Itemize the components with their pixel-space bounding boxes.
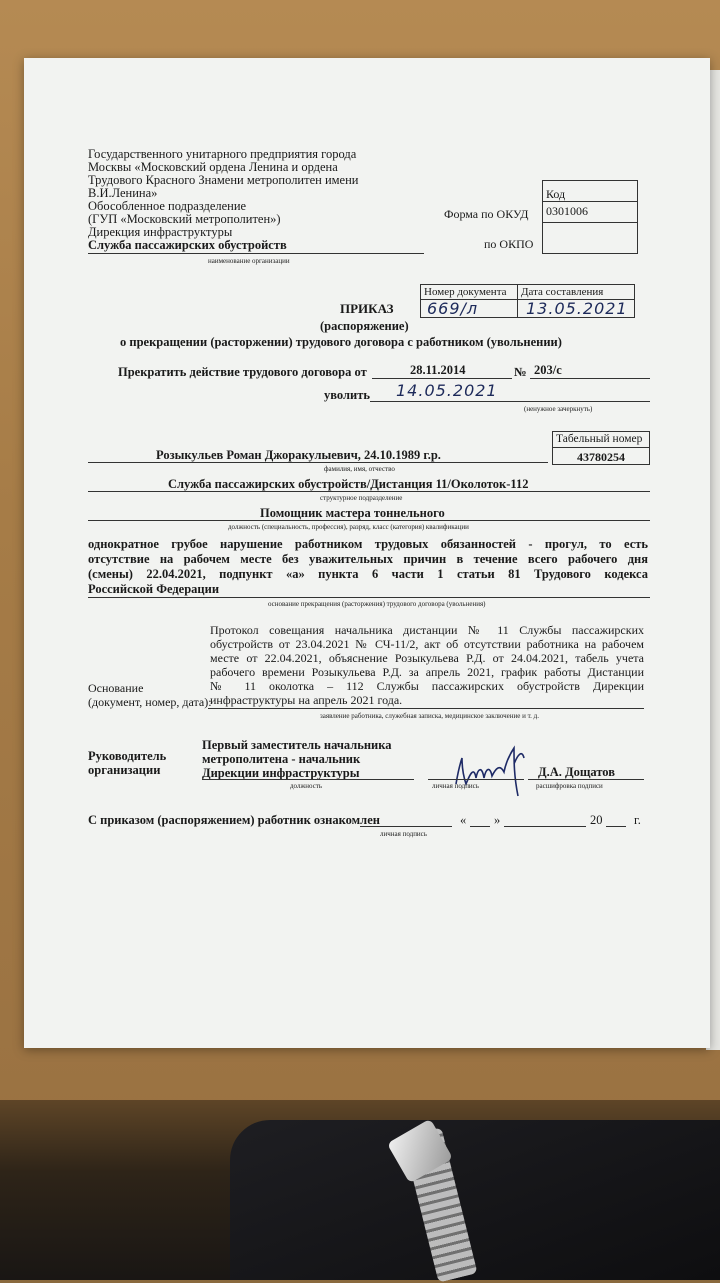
basis-line-2: обустройств от 23.04.2021 № СЧ-11/2, акт об отсутствии работника на рабочем: [210, 637, 644, 651]
employee-name: Розыкульев Роман Джоракулыевич, 24.10.1989 г.р.: [156, 448, 441, 462]
reason-line: [88, 597, 650, 598]
head-position-caption: должность: [290, 782, 323, 790]
reason-line-4: Российской Федерации: [88, 582, 220, 596]
order-document: [24, 58, 710, 1048]
acquaint-quote-close: »: [494, 813, 501, 827]
dismiss-date: 14.05.2021: [396, 381, 498, 400]
contract-number: 203/с: [534, 363, 562, 377]
head-sign-line: [428, 779, 524, 780]
strike-note: (ненужное зачеркнуть): [524, 405, 593, 413]
acquaint-year-line: [606, 826, 626, 827]
reason-line-1: однократное грубое нарушение работником трудовых обязанностей - прогул, то есть: [88, 537, 648, 551]
reason-caption: основание прекращения (расторжения) трудового договора (увольнения): [268, 600, 486, 608]
employee-name-caption: фамилия, имя, отчество: [324, 465, 395, 473]
contract-number-sign: №: [514, 365, 527, 379]
head-label-2: организации: [88, 763, 161, 777]
contract-number-line: [530, 378, 650, 379]
org-underline: [88, 253, 424, 254]
head-position-3: Дирекции инфраструктуры: [202, 766, 360, 780]
position-caption: должность (специальность, профессия), разряд, класс (категория) квалификации: [228, 523, 469, 531]
head-position-1: Первый заместитель начальника: [202, 738, 392, 752]
acquaint-sign-line: [360, 826, 452, 827]
okpo-value: [542, 222, 638, 254]
contract-stop-label: Прекратить действие трудового договора от: [118, 365, 367, 379]
basis-line-3: месте от 22.04.2021, объяснение Розыкульева Р.Д. от 24.04.2021, табель учета: [210, 651, 644, 665]
employee-name-line: [88, 462, 548, 463]
org-line-2: Москвы «Московский ордена Ленина и ордена: [88, 160, 338, 174]
basis-caption: заявление работника, служебная записка, медицинское заключение и т. д.: [320, 712, 539, 720]
basis-label-1: Основание: [88, 681, 144, 695]
tab-number-header: Табельный номер: [552, 431, 650, 448]
org-caption: наименование организации: [208, 257, 290, 265]
doc-number-header: Номер документа: [420, 284, 518, 300]
basis-line-5: № 11 околотка – 112 Службы пассажирских обустройств Дирекции: [210, 679, 644, 693]
basis-line-1: Протокол совещания начальника дистанции № 11 Службы пассажирских: [210, 623, 644, 637]
org-line-3: Трудового Красного Знамени метрополитен имени: [88, 173, 359, 187]
basis-line-4: рабочего времени Розыкульева Р.Д. за апрель 2021, график работы Дистанции: [210, 665, 644, 679]
position-line: [88, 520, 650, 521]
head-name: Д.А. Дощатов: [538, 765, 615, 779]
head-name-caption: расшифровка подписи: [536, 782, 603, 790]
employee-position: Помощник мастера тоннельного: [260, 506, 445, 520]
acquaint-label: С приказом (распоряжением) работник ознакомлен: [88, 813, 380, 827]
doc-number-value: 669/л: [420, 299, 518, 318]
employee-department: Служба пассажирских обустройств/Дистанция 11/Околоток-112: [168, 477, 529, 491]
doc-date-value: 13.05.2021: [517, 299, 635, 318]
acquaint-quote-open: «: [460, 813, 467, 827]
acquaint-day-line: [470, 826, 490, 827]
doc-date-header: Дата составления: [517, 284, 635, 300]
acquaint-month-line: [504, 826, 586, 827]
contract-date: 28.11.2014: [410, 363, 466, 377]
org-line-5: Обособленное подразделение: [88, 199, 247, 213]
org-line-1: Государственного унитарного предприятия города: [88, 147, 357, 161]
dismiss-line: [370, 401, 650, 402]
okud-label: Форма по ОКУД: [444, 207, 529, 221]
tab-number-value: 43780254: [552, 447, 650, 465]
basis-line-6: инфраструктуры на апрель 2021 года.: [210, 693, 403, 707]
head-name-line: [528, 779, 644, 780]
org-line-7: Дирекция инфраструктуры: [88, 225, 233, 239]
jacket: [230, 1120, 720, 1280]
department-caption: структурное подразделение: [320, 494, 403, 502]
acquaint-year-prefix: 20: [590, 813, 603, 827]
acquaint-sign-caption: личная подпись: [380, 830, 427, 838]
order-title: ПРИКАЗ: [340, 301, 394, 316]
order-heading: о прекращении (расторжении) трудового договора с работником (увольнении): [120, 335, 562, 349]
org-unit: Служба пассажирских обустройств: [88, 238, 287, 252]
acquaint-year-suffix: г.: [634, 813, 641, 827]
okpo-label: по ОКПО: [484, 237, 534, 251]
department-line: [88, 491, 650, 492]
basis-line: [208, 708, 644, 709]
code-header: Код: [542, 180, 638, 202]
org-line-6: (ГУП «Московский метрополитен»): [88, 212, 281, 226]
okud-value: 0301006: [542, 201, 638, 223]
reason-line-2: отсутствие на рабочем месте без уважительных причин в течение всего рабочего дня: [88, 552, 648, 566]
org-line-4: В.И.Ленина»: [88, 186, 158, 200]
reason-line-3: (смены) 22.04.2021, подпункт «а» пункта 6 части 1 статьи 81 Трудового кодекса: [88, 567, 648, 581]
contract-date-line: [372, 378, 512, 379]
basis-label-2: (документ, номер, дата):: [88, 695, 212, 709]
dismiss-label: уволить: [324, 388, 370, 402]
head-sign-caption: личная подпись: [432, 782, 479, 790]
head-position-line: [202, 779, 414, 780]
order-subtitle: (распоряжение): [320, 319, 409, 333]
head-label-1: Руководитель: [88, 749, 167, 763]
head-position-2: метрополитена - начальник: [202, 752, 361, 766]
